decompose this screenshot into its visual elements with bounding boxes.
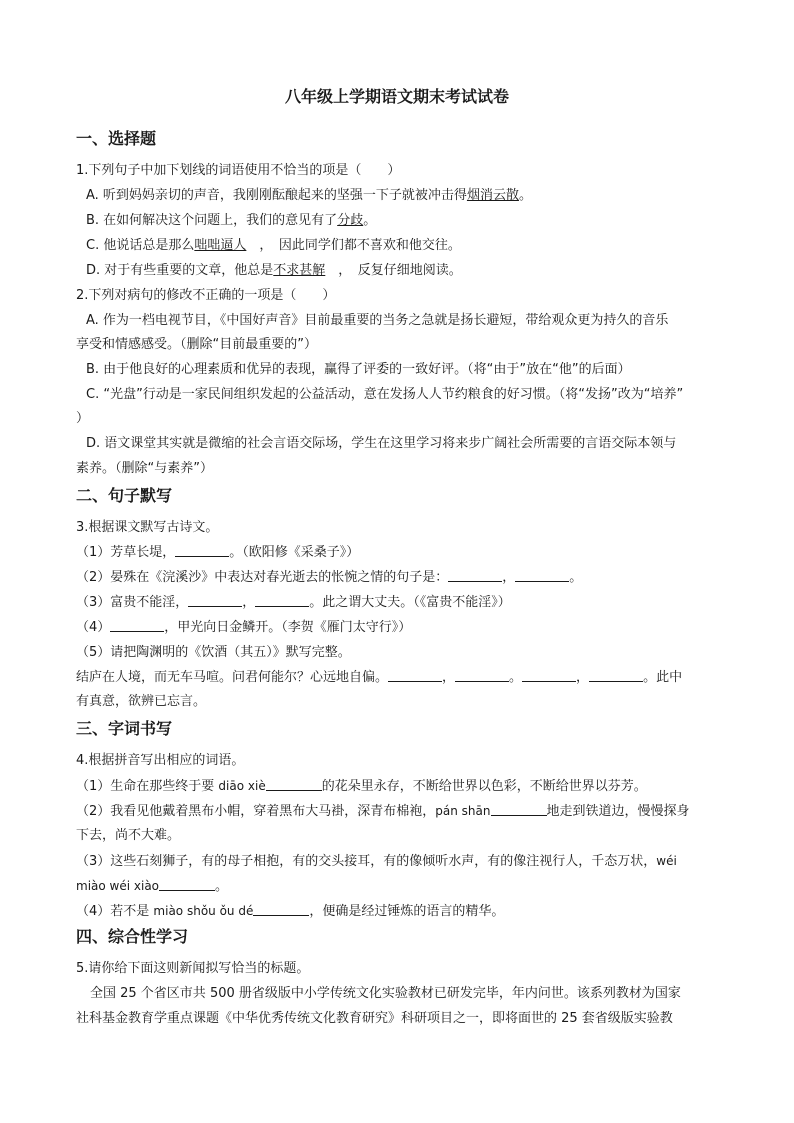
- q4-item-2: （2）我看见他戴着黑布小帽，穿着黑布大马褂，深青布棉袍，pán shān 地走到铁道边，慢慢探身: [76, 804, 690, 819]
- q4-item-3-cont: miào wéi xiào 。: [76, 879, 229, 894]
- q2-option-b: B. 由于他良好的心理素质和优异的表现，赢得了评委的一致好评。（将“由于”放在“他”的后面）: [86, 362, 631, 377]
- section-heading-words: 三、字词书写: [76, 719, 173, 738]
- underlined-word: 不求甚解: [273, 263, 326, 278]
- q4-item-4: （4）若不是 miào shǒu ǒu dé ，便确是经过锤炼的语言的精华。: [76, 904, 505, 919]
- q2-option-c-line2: ）: [76, 411, 90, 426]
- answer-blank[interactable]: [266, 778, 322, 791]
- section-heading-integrated: 四、综合性学习: [76, 927, 189, 946]
- answer-blank[interactable]: [175, 544, 229, 557]
- q3-item-4: （4） ，甲光向日金鳞开。（李贺《雁门太守行》）: [76, 620, 412, 635]
- pinyin: miào wéi xiào: [76, 879, 160, 893]
- news-paragraph-line1: 全国 25 个省区市共 500 册省级版中小学传统文化实验教材已研发完毕，年内问世。该系列教材为国家: [90, 986, 681, 1001]
- answer-blank[interactable]: [255, 594, 309, 607]
- answer-blank[interactable]: [522, 669, 576, 682]
- q3-poem-line2: 有真意，欲辨已忘言。: [76, 694, 207, 709]
- q2-option-c-line1: C. “光盘”行动是一家民间组织发起的公益活动，意在发扬人人节约粮食的好习惯。（将“发扬”改为“培养”: [86, 387, 684, 402]
- q1-option-d: D. 对于有些重要的文章，他总是不求甚解 ， 反复仔细地阅读。: [86, 263, 462, 278]
- answer-blank[interactable]: [388, 669, 442, 682]
- q2-option-a-line1: A. 作为一档电视节目，《中国好声音》目前最重要的当务之急就是扬长避短，带给观众更为持久的音乐: [86, 313, 669, 328]
- underlined-word: 咄咄逼人: [194, 238, 247, 253]
- answer-blank[interactable]: [253, 903, 309, 916]
- question-2-stem: 2.下列对病句的修改不正确的一项是（ ）: [76, 288, 336, 303]
- q2-option-d-line2: 素养。（删除“与素养”）: [76, 461, 213, 476]
- q1-option-a: A. 听到妈妈亲切的声音，我刚刚酝酿起来的坚强一下子就被冲击得烟消云散。: [86, 188, 532, 203]
- section-heading-dictation: 二、句子默写: [76, 486, 173, 505]
- page-title: 八年级上学期语文期末考试试卷: [284, 87, 509, 106]
- q3-item-5: （5）请把陶渊明的《饮酒（其五）》默写完整。: [76, 645, 351, 660]
- question-3-stem: 3.根据课文默写古诗文。: [76, 520, 219, 535]
- news-paragraph-line2: 社科基金教育学重点课题《中华优秀传统文化教育研究》科研项目之一，即将面世的 25 套省级版实验教: [76, 1011, 673, 1026]
- pinyin: wéi: [656, 854, 677, 868]
- answer-blank[interactable]: [159, 878, 215, 891]
- q3-poem-line1: 结庐在人境，而无车马喧。问君何能尔？心远地自偏。 ， 。 ， 。此中: [76, 670, 683, 685]
- pinyin: miào shǒu ǒu dé: [153, 904, 254, 918]
- answer-blank[interactable]: [515, 569, 569, 582]
- answer-blank[interactable]: [110, 619, 164, 632]
- q3-item-1: （1）芳草长堤， 。（欧阳修《采桑子》）: [76, 545, 360, 560]
- answer-blank[interactable]: [448, 569, 502, 582]
- answer-blank[interactable]: [455, 669, 509, 682]
- q1-option-b: B. 在如何解决这个问题上，我们的意见有了分歧。: [86, 213, 377, 228]
- q3-item-2: （2）晏殊在《浣溪沙》中表达对春光逝去的怅惋之情的句子是： ， 。: [76, 570, 583, 585]
- q2-option-d-line1: D. 语文课堂其实就是微缩的社会言语交际场，学生在这里学习将来步广阔社会所需要的言语交际本领与: [86, 436, 677, 451]
- underlined-word: 分歧: [337, 213, 364, 228]
- answer-blank[interactable]: [188, 594, 242, 607]
- question-4-stem: 4.根据拼音写出相应的词语。: [76, 753, 245, 768]
- underlined-word: 烟消云散: [466, 188, 519, 203]
- q2-option-a-line2: 享受和情感感受。（删除“目前最重要的”）: [76, 337, 317, 352]
- question-5-stem: 5.请你给下面这则新闻拟写恰当的标题。: [76, 961, 310, 976]
- q4-item-1: （1）生命在那些终于要 diāo xiè 的花朵里永存，不断给世界以色彩，不断给世界以芬芳。: [76, 779, 647, 794]
- q3-item-3: （3）富贵不能淫， ， 。此之谓大丈夫。（《富贵不能淫》）: [76, 595, 511, 610]
- section-heading-choice: 一、选择题: [76, 129, 157, 148]
- pinyin: diāo xiè: [218, 779, 266, 793]
- answer-blank[interactable]: [491, 803, 547, 816]
- q4-item-2-cont: 下去，尚不大难。: [76, 828, 181, 843]
- q1-option-c: C. 他说话总是那么咄咄逼人 ， 因此同学们都不喜欢和他交往。: [86, 238, 461, 253]
- answer-blank[interactable]: [589, 669, 643, 682]
- pinyin: pán shān: [435, 804, 491, 818]
- q4-item-3: （3）这些石刻狮子，有的母子相抱，有的交头接耳，有的像倾听水声，有的像注视行人，千态万状，wéi: [76, 854, 677, 869]
- question-1-stem: 1.下列句子中加下划线的词语使用不恰当的项是（ ）: [76, 163, 401, 178]
